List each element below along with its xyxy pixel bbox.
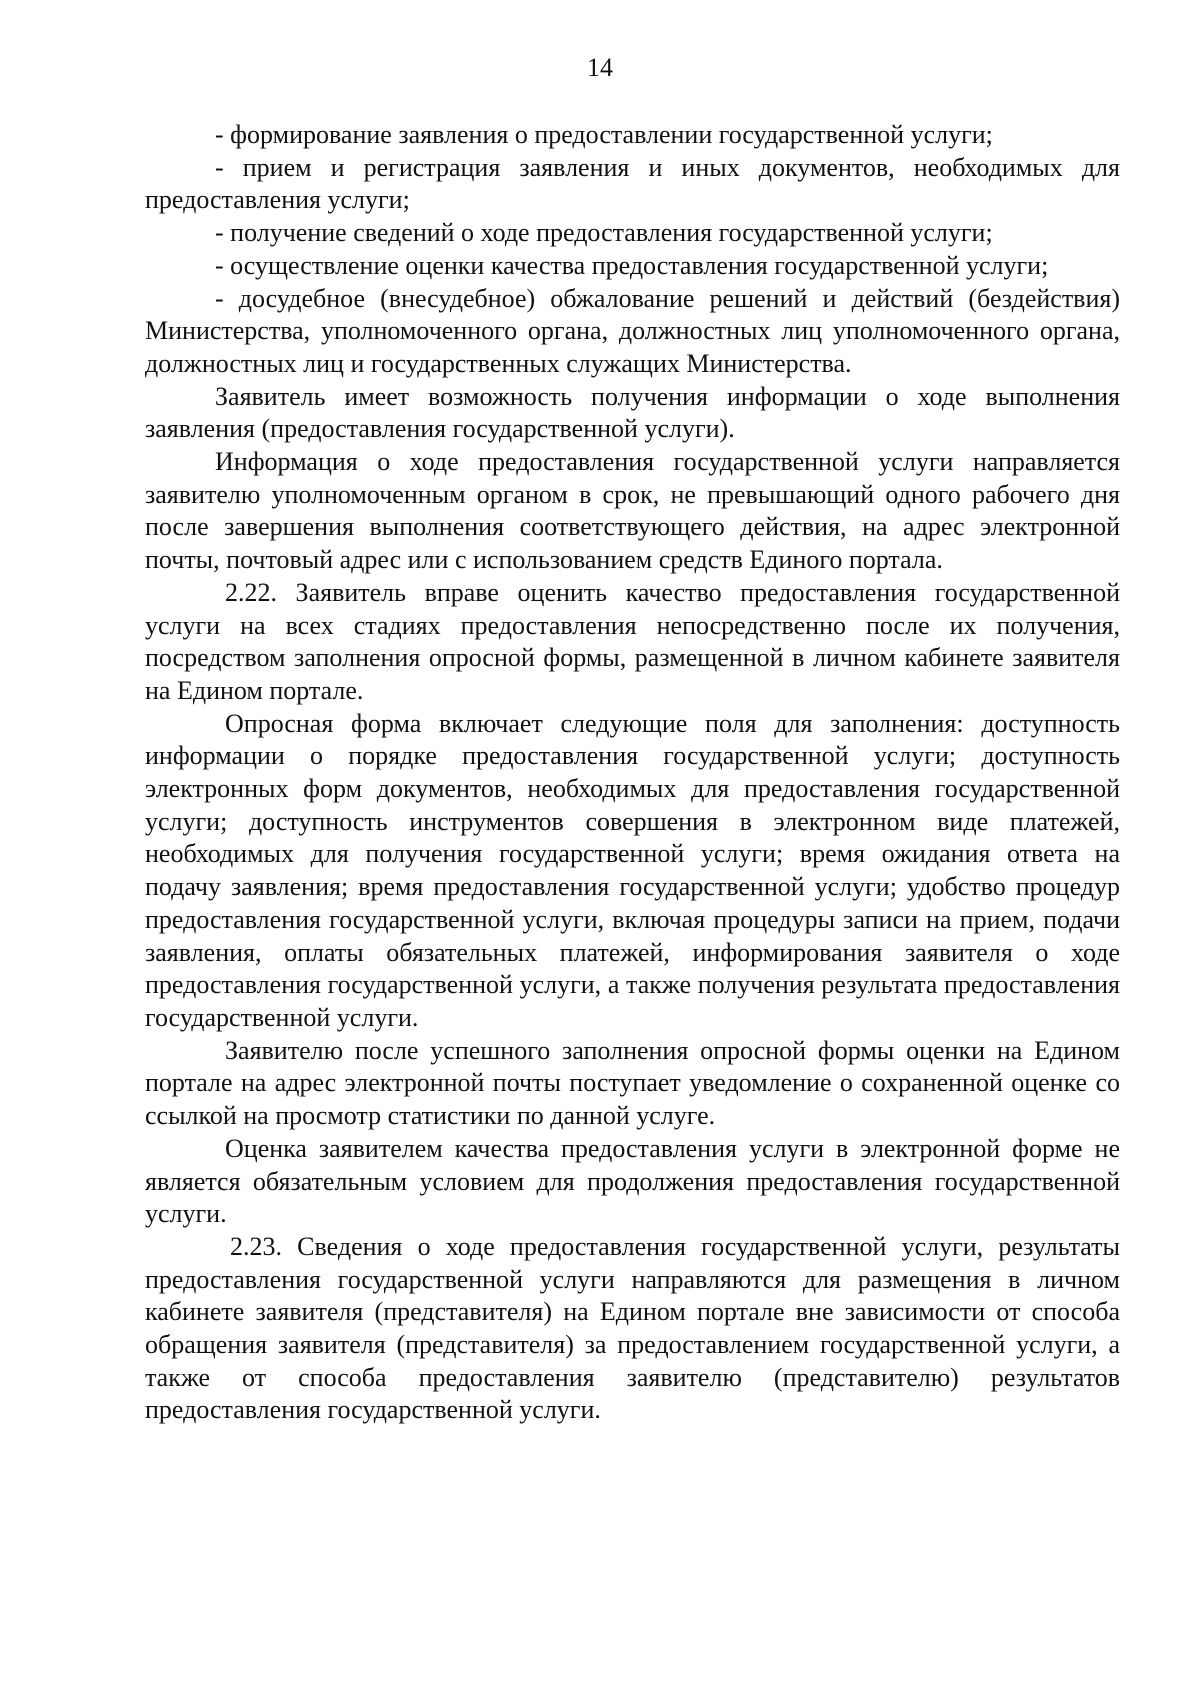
page-number: 14	[587, 53, 613, 82]
paragraph-applicant-status: Заявитель имеет возможность получения информации о ходе выполнения заявления (предоставления государственной услуги).	[145, 381, 1120, 444]
paragraph-clause-2-23: 2.23. Сведения о ходе предоставления государственной услуги, результаты предоставления государственной услуги направляются для размещения в личном кабинете заявителя (представителя) на Едином портале вне зависимости от способа обращения заявителя (представителя) за предоставлением государственной услуги, а также от способа предоставления заявителю (представителю) результатов предоставления государственной услуги.	[145, 1231, 1120, 1425]
list-item-quality-assessment: - осуществление оценки качества предоставления государственной услуги;	[215, 250, 1049, 280]
document-body	[145, 119, 1120, 1427]
paragraph-clause-2-22: 2.22. Заявитель вправе оценить качество предоставления государственной услуги на всех стадиях предоставления непосредственно после их получения, посредством заполнения опросной формы, размещенной в личном кабинете заявителя на Едином портале.	[145, 577, 1120, 705]
paragraph-assessment-optional: Оценка заявителем качества предоставления услуги в электронной форме не является обязательным условием для продолжения предоставления государственной услуги.	[145, 1133, 1120, 1229]
list-item-status-info: - получение сведений о ходе предоставления государственной услуги;	[215, 218, 993, 248]
paragraph-status-information: Информация о ходе предоставления государственной услуги направляется заявителю уполномоченным органом в срок, не превышающий одного рабочего дня после завершения выполнения соответствующего действия, на адрес электронной почты, почтовый адрес или с использованием средств Единого портала.	[145, 447, 1120, 575]
list-item-receive-register: - прием и регистрация заявления и иных документов, необходимых для предоставления услуги;	[145, 152, 1120, 215]
paragraph-survey-form: Опросная форма включает следующие поля для заполнения: доступность информации о порядке предоставления государственной услуги; доступность электронных форм документов, необходимых для предоставления государственной услуги; доступность инструментов совершения в электронном виде платежей, необходимых для получения государственной услуги; время ожидания ответа на подачу заявления; время предоставления государственной услуги; удобство процедур предоставления государственной услуги, включая процедуры записи на прием, подачи заявления, оплаты обязательных платежей, информирования заявителя о ходе предоставления государственной услуги, а также получения результата предоставления государственной услуги.	[145, 708, 1120, 1032]
list-item-pretrial-appeal: - досудебное (внесудебное) обжалование решений и действий (бездействия) Министерства, уполномоченного органа, должностных лиц уполномоченного органа, должностных лиц и государственных служащих Министерства.	[145, 283, 1120, 378]
paragraph-notification: Заявителю после успешного заполнения опросной формы оценки на Едином портале на адрес электронной почты поступает уведомление о сохраненной оценке со ссылкой на просмотр статистики по данной услуге.	[145, 1035, 1120, 1131]
list-item-form-application: - формирование заявления о предоставлении государственной услуги;	[215, 120, 993, 149]
